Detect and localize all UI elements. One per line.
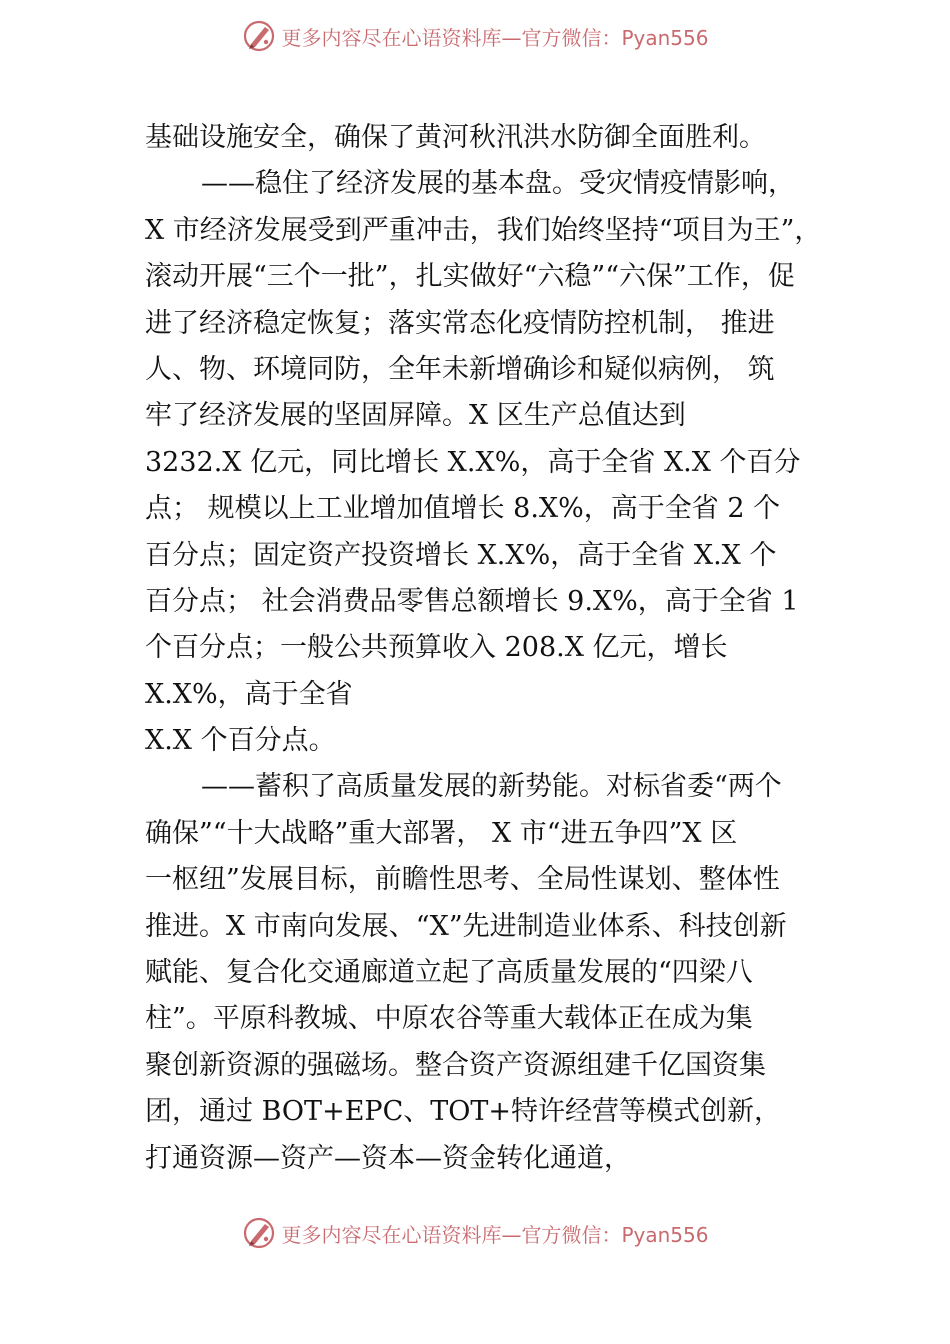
text-line: 确保”“十大战略”重大部署， X 市“进五争四”X 区 (145, 817, 738, 849)
text-line: 推进。X 市南向发展、“X”先进制造业体系、科技创新 (145, 910, 787, 942)
text-line: X 市经济发展受到严重冲击，我们始终坚持“项目为王”， (145, 214, 822, 246)
footer-banner-text: 更多内容尽在心语资料库—官方微信：Pyan556 (281, 1222, 709, 1247)
text-line: 团，通过 BOT+EPC、TOT+特许经营等模式创新， (145, 1096, 782, 1128)
text-line: 3232.X 亿元，同比增长 X.X%，高于全省 X.X 个百分 (145, 446, 801, 478)
text-line: 百分点；固定资产投资增长 X.X%，高于全省 X.X 个 (145, 539, 777, 571)
text-line: 百分点； 社会消费品零售总额增长 9.X%，高于全省 1 (145, 585, 799, 617)
text-line: 滚动开展“三个一批”，扎实做好“六稳”“六保”工作，促 (145, 261, 795, 293)
text-line: 点； 规模以上工业增加值增长 8.X%，高于全省 2 个 (145, 493, 781, 525)
paragraph-start-line: ——蓄积了高质量发展的新势能。对标省委“两个 (201, 771, 782, 803)
text-line: 牢了经济发展的坚固屏障。X 区生产总值达到 (145, 400, 686, 432)
document-body (145, 115, 835, 1182)
text-line: 赋能、复合化交通廊道立起了高质量发展的“四梁八 (145, 957, 753, 989)
text-line: 打通资源—资产—资本—资金转化通道， (145, 1142, 631, 1174)
footer-banner (0, 1211, 950, 1255)
text-line: 进了经济稳定恢复；落实常态化疫情防控机制， 推进 (145, 307, 775, 339)
text-line: X.X%，高于全省 (145, 678, 353, 710)
header-banner-text: 更多内容尽在心语资料库—官方微信：Pyan556 (281, 25, 709, 50)
text-line: 柱”。平原科教城、中原农谷等重大载体正在成为集 (145, 1003, 753, 1035)
text-line: 一枢纽”发展目标，前瞻性思考、全局性谋划、整体性 (145, 864, 780, 896)
pen-circle-logo-icon (241, 18, 277, 54)
header-banner (0, 14, 950, 58)
text-line: 基础设施安全，确保了黄河秋汛洪水防御全面胜利。 (145, 122, 766, 153)
pen-circle-logo-icon (241, 1215, 277, 1251)
text-line: 人、物、环境同防，全年未新增确诊和疑似病例， 筑 (145, 353, 775, 385)
paragraph-start-line: ——稳住了经济发展的基本盘。受灾情疫情影响， (201, 168, 795, 200)
text-line: 聚创新资源的强磁场。整合资产资源组建千亿国资集 (145, 1049, 766, 1081)
text-line: X.X 个百分点。 (145, 725, 336, 757)
text-line: 个百分点；一般公共预算收入 208.X 亿元，增长 (145, 632, 728, 664)
